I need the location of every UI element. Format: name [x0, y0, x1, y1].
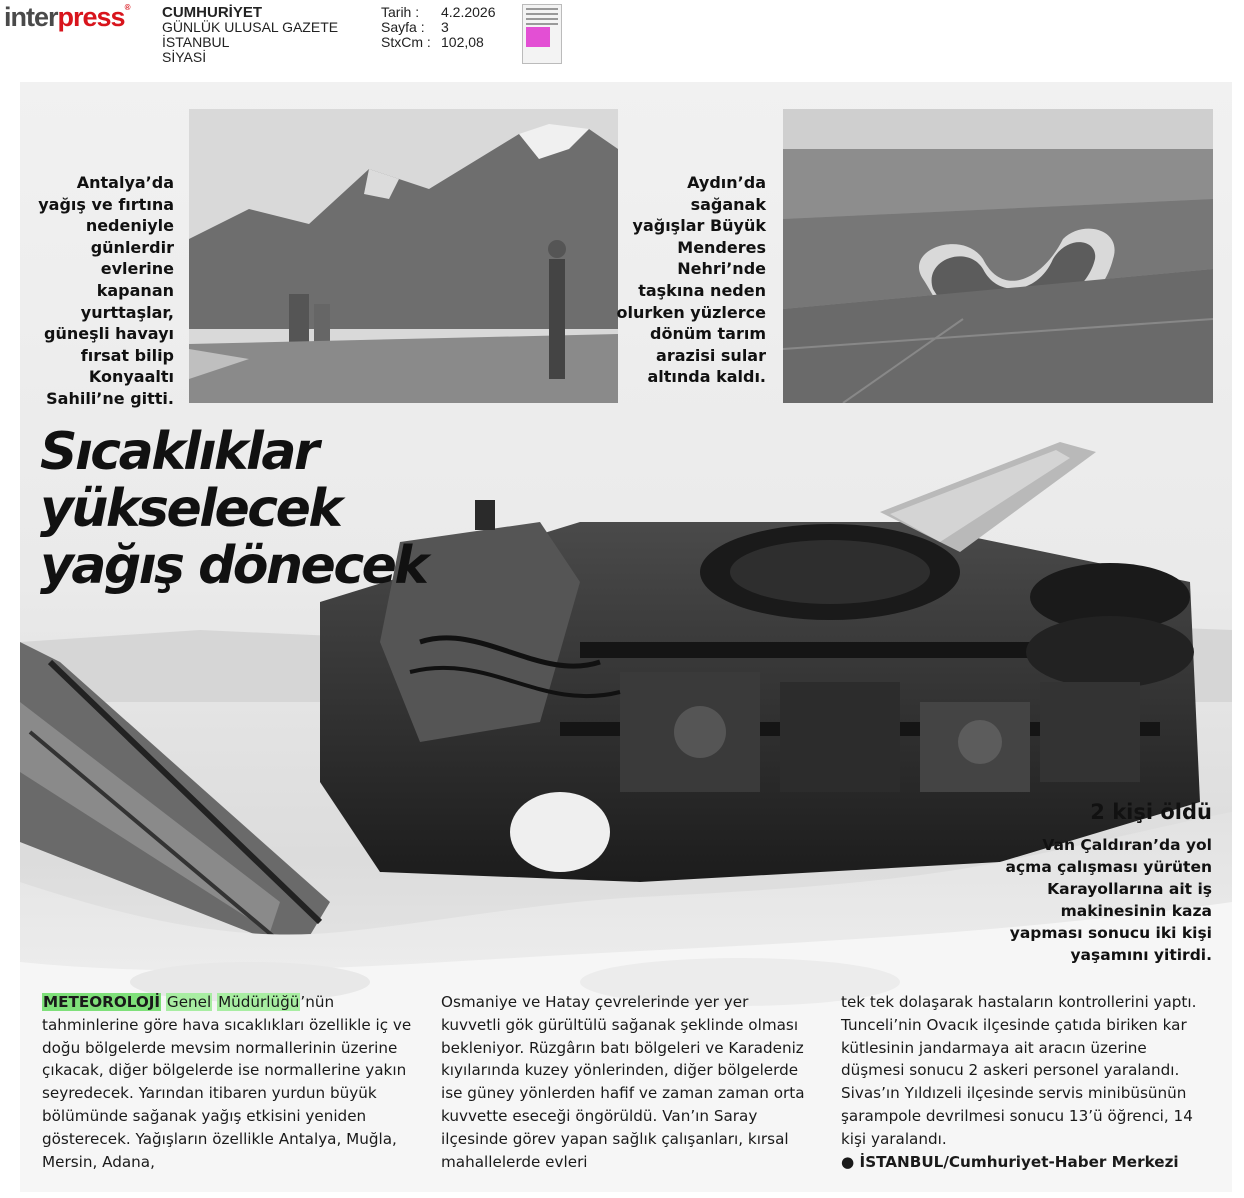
stxcm-label: StxCm :: [381, 34, 431, 50]
thumbnail-highlight: [526, 27, 550, 47]
headline: [40, 424, 460, 595]
date-label: Tarih :: [381, 4, 420, 20]
page-value: 3: [441, 19, 449, 35]
column-1-text: ’nün tahminlerine göre hava sıcaklıkları özellikle iç ve doğu bölgelerde mevsim normallerinin üzerine çıkacak, diğer bölgelerde ise normallerine yakın seyredecek. Yarından itibaren yurdun büyük bölümünde sağanak yağış etkisini yeniden gösterecek. Yağışların özellikle Antalya, Muğla, Mersin, Adana,: [42, 993, 412, 1171]
headline-line-1: Sıcaklıklar: [40, 422, 318, 482]
column-3-text: tek tek dolaşarak hastaların kontrollerini yaptı. Tunceli’nin Ovacık ilçesinde çatıda biriken kar kütlesinin jandarmaya ait aracın üzerine düşmesi sonucu 2 askeri personel yaralandı. Sivas’ın Yıldızeli ilçesinde servis minibüsünün şarampole devrilmesi sonucu 13’ü öğrenci, 14 kişi yaralandı.: [841, 993, 1197, 1148]
article-signoff: ● İSTANBUL/Cumhuriyet-Haber Merkezi: [841, 1152, 1179, 1171]
antalya-caption: Antalya’da yağış ve fırtına nedeniyle günlerdir evlerine kapanan yurttaşlar, güneşli havayı fırsat bilip Konyaaltı Sahili’ne gitti.: [38, 173, 174, 408]
date-value: 4.2.2026: [441, 4, 496, 20]
logo-main: inter: [4, 2, 58, 32]
antalya-beach-photo: [189, 109, 618, 403]
logo-mark: ®: [124, 3, 130, 12]
news-clipping: [20, 82, 1232, 1192]
publication-info: [162, 5, 338, 65]
publication-name: CUMHURİYET: [162, 4, 262, 21]
sidebar-title: 2 kişi öldü: [1090, 800, 1212, 824]
headline-line-2: yükselecek: [40, 479, 341, 539]
interpress-logo: [4, 4, 129, 31]
article-column-1: [42, 991, 412, 1173]
stxcm-row: [381, 35, 496, 50]
highlight-meteoroloji: METEOROLOJİ: [43, 993, 161, 1011]
page-row: [381, 20, 496, 35]
date-row: [381, 5, 496, 20]
stxcm-value: 102,08: [441, 34, 484, 50]
sidebar-text: Van Çaldıran’da yol açma çalışması yürüten Karayollarına ait iş makinesinin kaza yapması sonucu iki kişi yaşamını yitirdi.: [1005, 836, 1212, 964]
aydin-flood-photo: [783, 109, 1213, 403]
highlight-mudurlugu: Müdürlüğü: [218, 993, 300, 1011]
article-column-3: [841, 991, 1211, 1173]
clipping-meta: [381, 5, 496, 50]
publication-type: GÜNLÜK ULUSAL GAZETE: [162, 19, 339, 35]
highlight-genel: Genel: [166, 993, 212, 1011]
page-thumbnail[interactable]: [522, 4, 562, 64]
headline-line-3: yağış dönecek: [40, 536, 427, 596]
publication-city: İSTANBUL: [162, 34, 230, 50]
article-column-2: Osmaniye ve Hatay çevrelerinde yer yer kuvvetli gök gürültülü sağanak şeklinde olması bekleniyor. Rüzgârın batı bölgeleri ve Karadeniz kıyılarında kuzey yönlerinden, diğer bölgelerde ise güney yönlerden hafif ve zaman zaman orta kuvvette eseceği öngörüldü. Van’ın Saray ilçesinde görev yapan sağlık çalışanları, kırsal mahallelerde evleri: [441, 993, 805, 1171]
page-label: Sayfa :: [381, 19, 425, 35]
logo-accent: press: [57, 2, 125, 32]
publication-section: SİYASİ: [162, 49, 207, 65]
aydin-caption: Aydın’da sağanak yağışlar Büyük Menderes Nehri’nde taşkına neden olurken yüzlerce dönüm tarım arazisi sular altında kaldı.: [616, 173, 766, 387]
